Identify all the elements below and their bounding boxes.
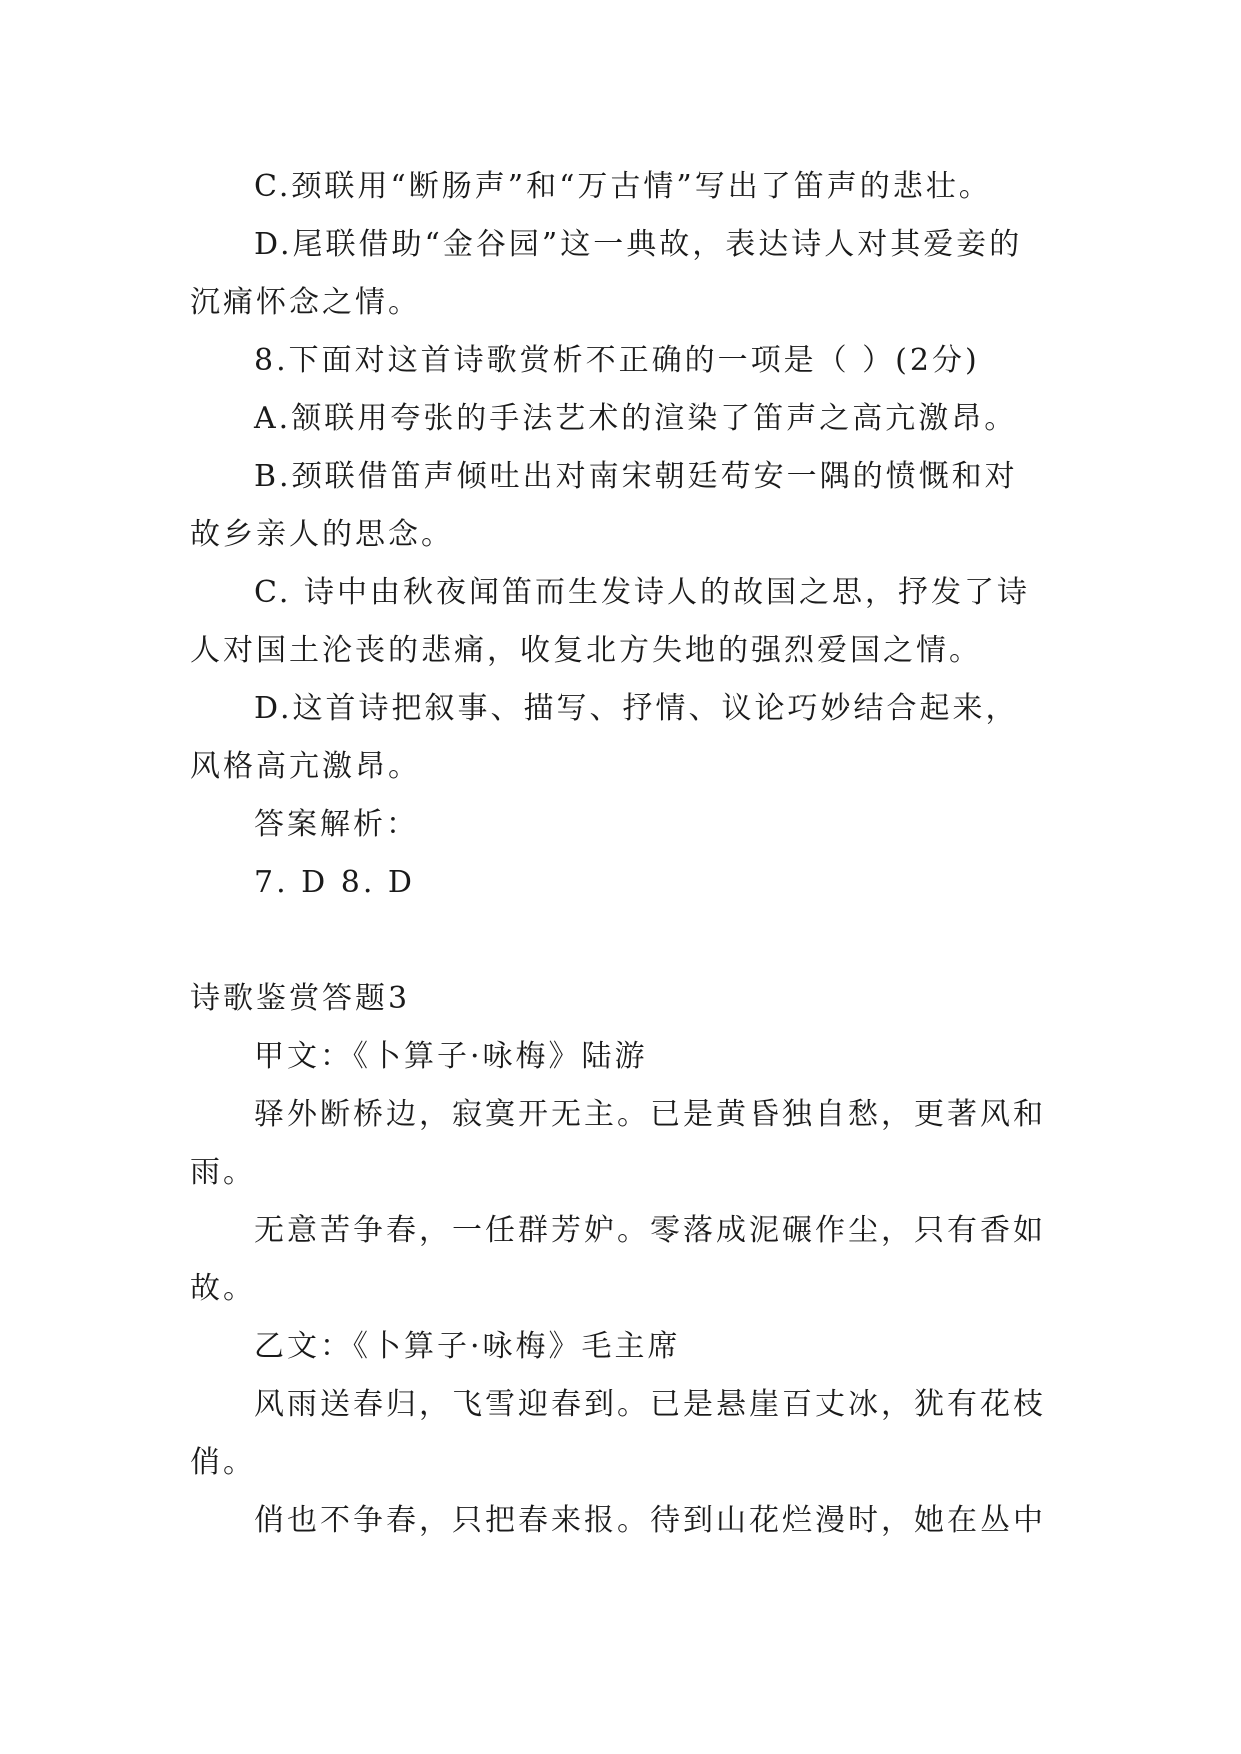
poem-b-stanza-1: 风雨送春归，飞雪迎春到。已是悬崖百丈冰，犹有花枝俏。 (190, 1387, 1046, 1480)
poem-a-stanza-1: 驿外断桥边，寂寞开无主。已是黄昏独自愁，更著风和雨。 (190, 1097, 1046, 1190)
option-c-q8: C. 诗中由秋夜闻笛而生发诗人的故国之思，抒发了诗人对国土沦丧的悲痛，收复北方失地的强烈爱国之情。 (190, 575, 1030, 668)
answer-values: 7. D 8. D (254, 865, 415, 900)
option-a-q8: A.颔联用夸张的手法艺术的渲染了笛声之高亢激昂。 (254, 401, 1018, 436)
option-d-q7: D.尾联借助“金谷园”这一典故，表达诗人对其爱妾的沉痛怀念之情。 (190, 227, 1023, 320)
section-gap (190, 912, 1050, 970)
option-c-q7: C.颈联用“断肠声”和“万古情”写出了笛声的悲壮。 (254, 169, 992, 204)
answer-label: 答案解析： (254, 807, 419, 842)
section-heading: 诗歌鉴赏答题3 (190, 981, 411, 1016)
poem-b-title: 乙文：《卜算子·咏梅》毛主席 (254, 1329, 681, 1364)
option-b-q8: B.颈联借笛声倾吐出对南宋朝廷苟安一隅的愤慨和对故乡亲人的思念。 (190, 459, 1018, 552)
poem-a-stanza-2: 无意苦争春，一任群芳妒。零落成泥碾作尘，只有香如故。 (190, 1213, 1046, 1306)
poem-a-title: 甲文：《卜算子·咏梅》陆游 (254, 1039, 648, 1074)
option-d-q8: D.这首诗把叙事、描写、抒情、议论巧妙结合起来，风格高亢激昂。 (190, 691, 1019, 784)
document-body (190, 158, 1050, 1550)
question-8: 8.下面对这首诗歌赏析不正确的一项是（ ）(2分) (254, 343, 980, 378)
poem-b-stanza-2: 俏也不争春，只把春来报。待到山花烂漫时，她在丛中 (254, 1503, 1046, 1538)
